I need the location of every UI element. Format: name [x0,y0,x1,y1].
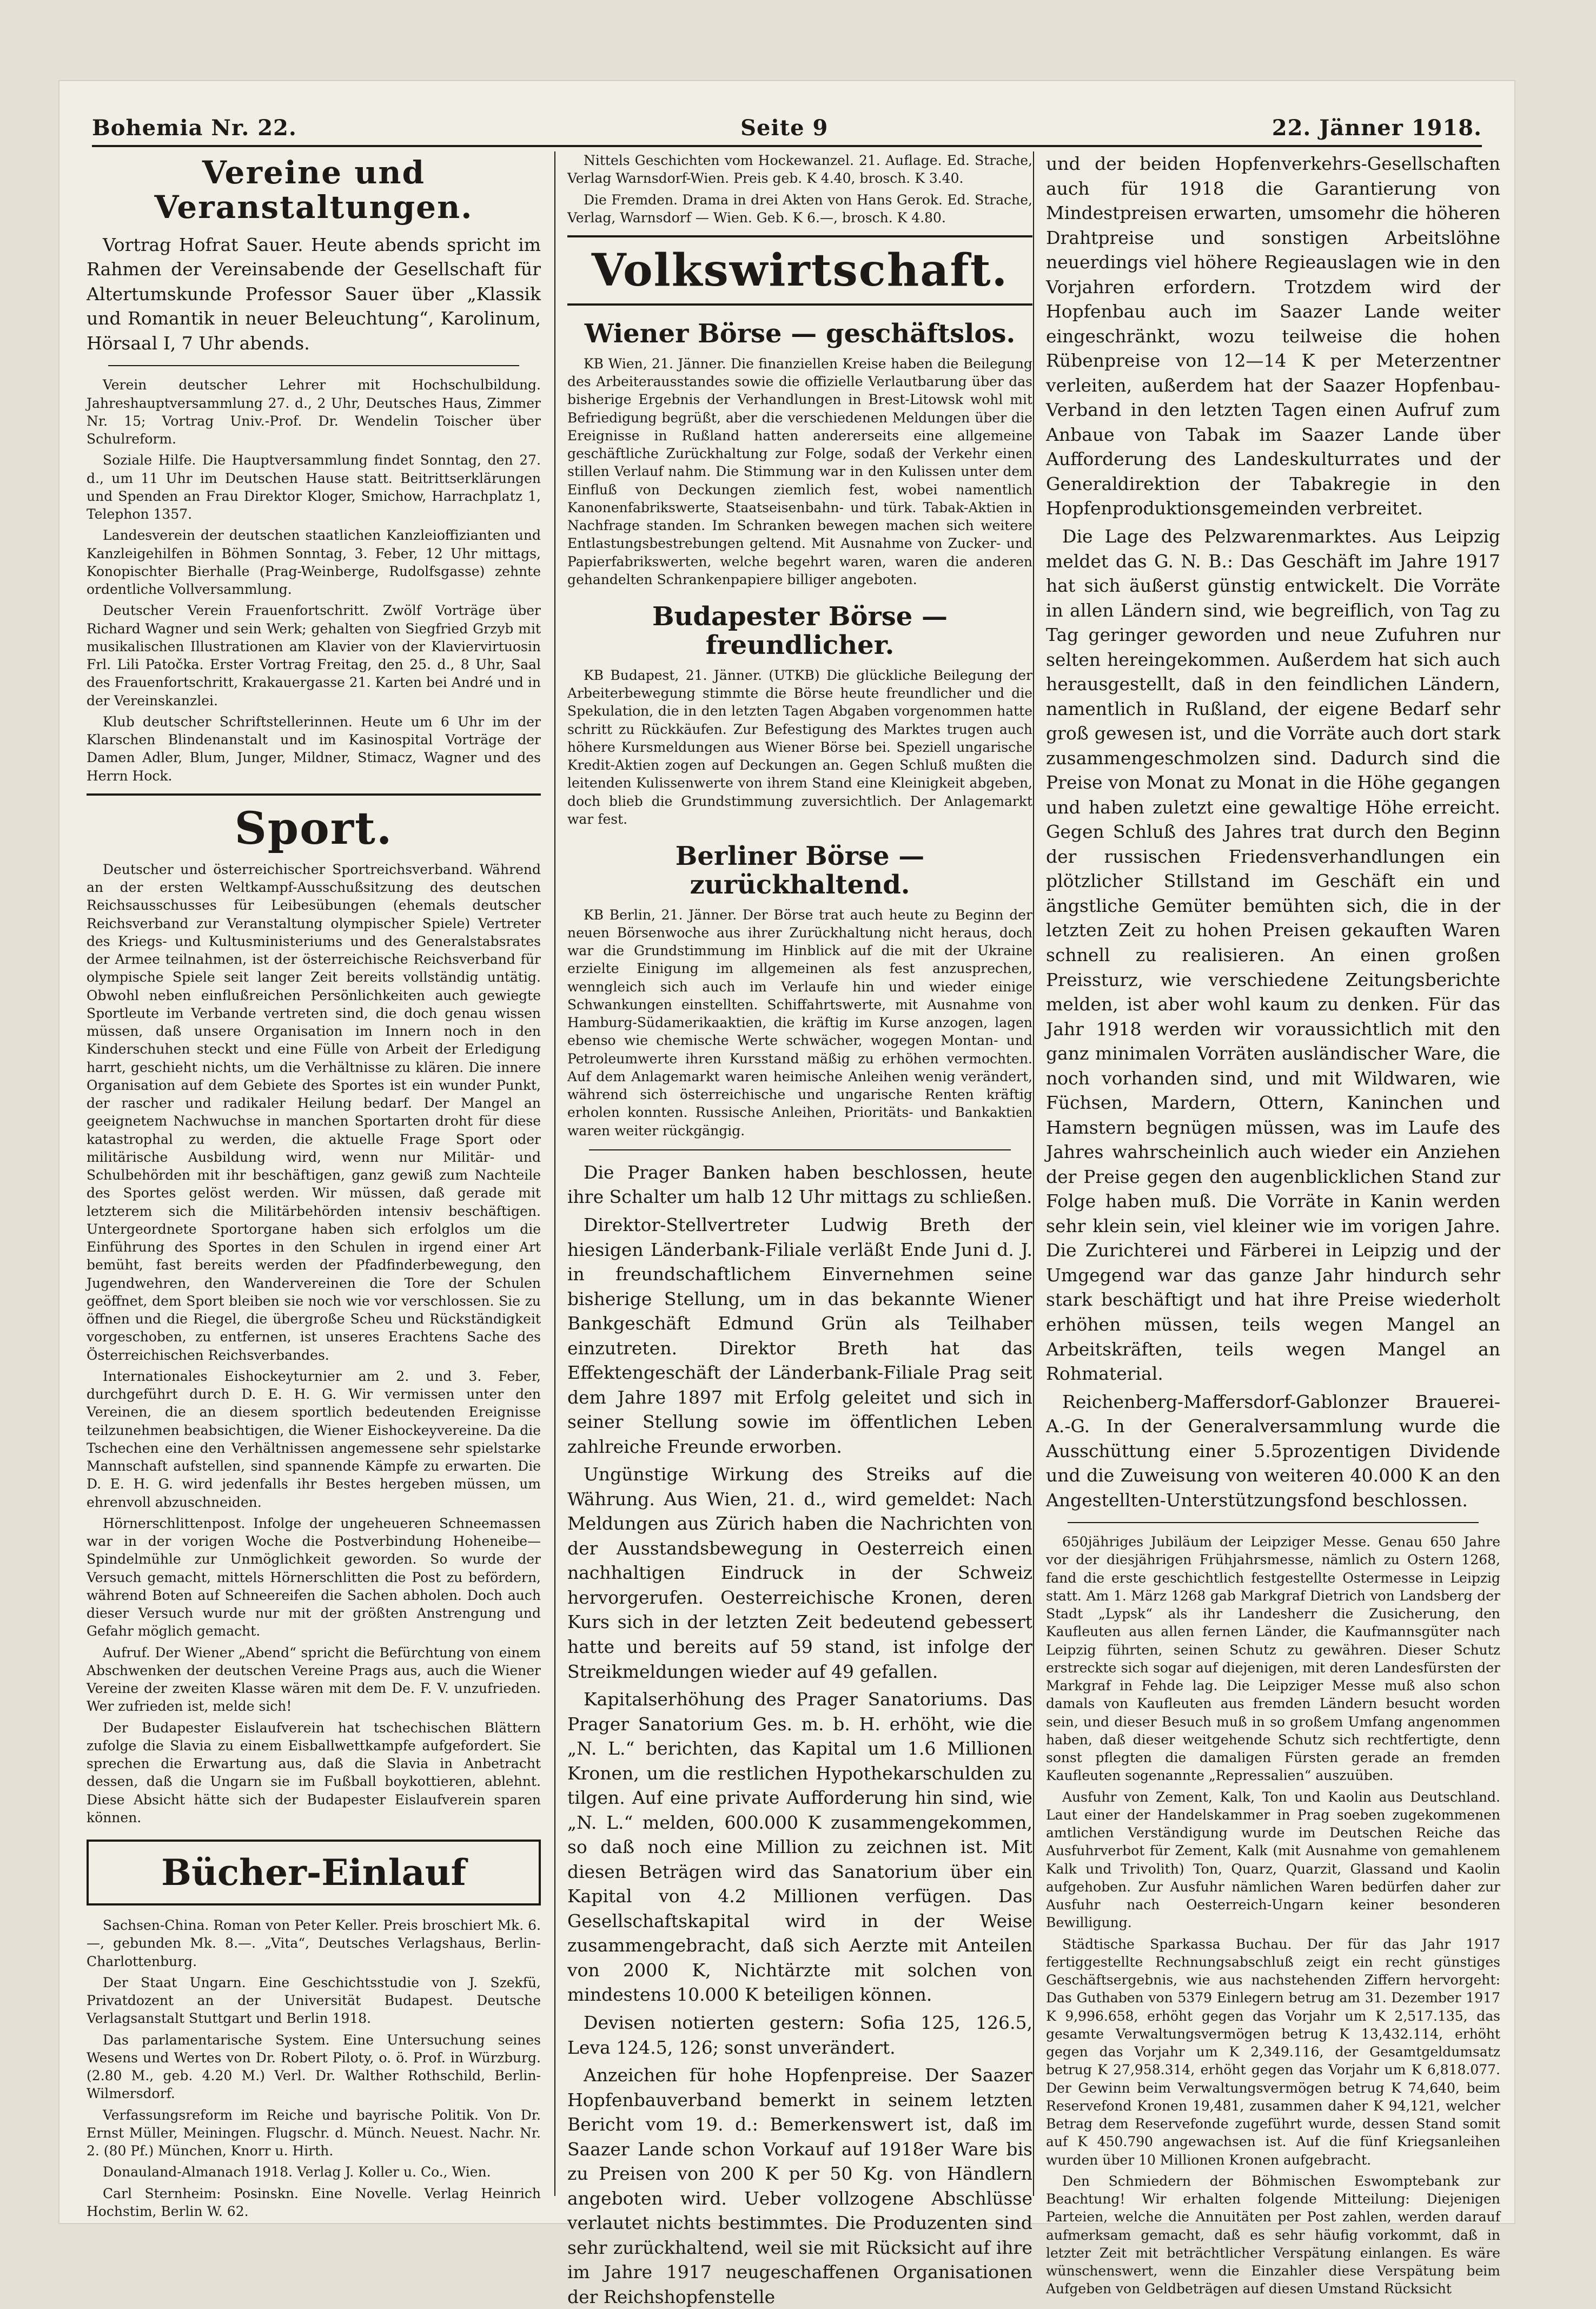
article-hopfen-continued: und der beiden Hopfenverkehrs-Gesellschaften auch für 1918 die Garantierung von Mindestpreisen erwarten, umsomehr die höheren Drahtpreise und sonstigen Arbeitslöhne neuerdings viel höhere Regieauslagen wie in den Vorjahren erfordern. Trotzdem wird der Hopfenbau auch im Saazer Lande weiter eingeschränkt, wozu teilweise die hohen Rübenpreise von 12—14 K per Meterzentner verleiten, außerdem hat der Saazer Hopfenbau-Verband in den letzten Tagen einen Aufruf zum Anbaue von Tabak im Saazer Lande über Aufforderung des Landeskulturrates und der Generaldirektion der Tabakregie in den Hopfenproduktionsgemeinden verbreitet. [1046,153,1500,519]
divider [589,1149,1011,1150]
article-wiener-boerse: KB Wien, 21. Jänner. Die finanziellen Kreise haben die Beilegung des Arbeiterausstandes sowie die offizielle Verlautbarung über das bisherige Ergebnis der Verhandlungen in Brest-Litowsk wohl mit Befriedigung begrüßt, aber die verschiedenen Meldungen über die Ereignisse in Rußland hatten andererseits eine allgemeine geschäftliche Zurückhaltung zur Folge, sodaß der Verkehr einen stillen Verlauf nahm. Die Stimmung war in den Kulissen unter dem Einfluß von Deckungen ziemlich fest, wobei namentlich Kanonenfabrikswerte, Staatseisenbahn- und türk. Tabak-Aktien in Nachfrage standen. Im Schranken bewegen machen sich weitere Entlastungsbestrebungen geltend. Mit Ausnahme von Zucker- und Papierfabrikswerten, welche begehrt waren, waren die anderen gehandelten Schrankenpapiere billiger angeboten. [567,355,1032,587]
article-devisen: Devisen notierten gestern: Sofia 125, 126.5, Leva 124.5, 126; sonst unverändert. [567,2012,1032,2058]
divider [1068,1522,1479,1523]
section-divider [87,793,541,796]
section-divider [567,235,1032,237]
article-sportreichsverband: Deutscher und österreichischer Sportreichsverband. Während an der ersten Weltkampf-Ausschußsitzung des deutschen Reichsausschusses für Leibesübungen (ehemals deutscher Reichsverband zur Veranstaltung olympischer Spiele) Vertreter des Kriegs- und Kultusministeriums und des Generalstabsrates der Armee teilnahmen, ist der österreichische Reichsverband für olympische Spiele seit langer Zeit bereits vollständig untätig. Obwohl neben einflußreichen Persönlichkeiten auch gewiegte Sportleute im Verbande vertreten sind, die doch genau wissen müssen, daß unsere Organisation im Innern noch in den Kinderschuhen steckt und eine Fülle von Arbeit der Erledigung harrt, geschieht nichts, um die Verhältnisse zu klären. Die innere Organisation auf dem Gebiete des Sportes ist ein wunder Punkt, der rascher und radikaler Heilung bedarf. Der Mangel an geeignetem Nachwuchse in manchen Sportarten droht für diese katastrophal zu werden, die aktuelle Frage Sport oder militärische Ausbildung wird, wenn nur Militär- und Schulbehörden mit ihr beschäftigen, ganz gewiß zum Nachteile des Sportes gelöst werden. Wir müssen, daß gerade mit letzterem sich die Militärbehörden intensiv beschäftigen. Untergeordnete Sportorgane haben sich erfolglos um die Einführung des Sportes in den Schulen in irgend einer Art bemüht, fast bereits werden der Pfadfinderbewegung, den Jugendwehren, den Wandervereinen die Tore der Schulen geöffnet, dem Sport bleiben sie noch wie vor verschlossen. Sie zu öffnen und die Riegel, die übergroße Scheu und Rückständigkeit vorgeschoben, zu entfernen, ist unseres Erachtens Sache des Österreichischen Reichsverbandes. [87,861,541,1363]
running-head [92,103,1482,147]
section-title-sport: Sport. [234,802,393,855]
notice-lehrer: Verein deutscher Lehrer mit Hochschulbildung. Jahreshauptversammlung 27. d., 2 Uhr, Deutsches Haus, Zimmer Nr. 15; Vortrag Univ.-Prof. Dr. Wendelin Toischer über Schulreform. [87,377,541,447]
column-middle [554,151,1032,2307]
header-left: Bohemia Nr. 22. [92,115,297,141]
header-date: 22. Jänner 1918. [1271,115,1482,141]
article-aufruf: Aufruf. Der Wiener „Abend“ spricht die Befürchtung von einem Abschwenken der deutschen Vereine Prags aus, auch die Wiener Vereine der zweiten Klasse wären mit dem De. F. V. unzufrieden. Wer zufrieden ist, melde sich! [87,1644,541,1715]
book-parlamentarische-system: Das parlamentarische System. Eine Untersuchung seines Wesens und Wertes von Dr. Robert Piloty, o. ö. Prof. in Würzburg. (2.80 M., geb. 4.20 M.) Verl. Dr. Walther Rothschild, Berlin-Wilmersdorf. [87,2032,541,2102]
book-donauland-almanach: Donauland-Almanach 1918. Verlag J. Koller u. Co., Wien. [103,2164,491,2180]
article-sparkassa-buchau: Städtische Sparkassa Buchau. Der für das Jahr 1917 fertiggestellte Rechnungsabschluß zeigt ein recht günstiges Geschäftsergebnis, wie aus nachstehenden Ziffern hervorgeht: Das Guthaben von 5379 Einlegern betrug am 31. Dezember 1917 K 9,996.658, erhöht gegen das Vorjahr um K 2,517.135, das gesamte Verwaltungsvermögen betrug K 13,432.114, erhöht gegen das Vorjahr um K 2,349.116, der Gesamtgeldumsatz betrug K 27,958.314, erhöht gegen das Vorjahr um K 6,818.077. Der Gewinn beim Verwaltungsvermögen betrug K 74,640, beim Reservefond Kronen 19,481, zusammen daher K 94,121, welcher Betrag dem Reservefonde zugeführt wurde, dessen Stand somit auf K 450.790 angewachsen ist. Auf die fünf Kriegsanleihen wurden über 10 Millionen Kronen aufgebracht. [1046,1936,1500,2168]
article-hopfenpreise: Anzeichen für hohe Hopfenpreise. Der Saazer Hopfenbauverband bemerkt in seinem letzten Bericht vom 19. d.: Bemerkenswert ist, daß im Saazer Lande schon Vorkauf auf 1918er Ware bis zu Preisen von 200 K per 50 Kg. von Händlern angeboten wird. Ueber vollzogene Abschlüsse verlautet nichts bestimmtes. Die Produzenten sind sehr zurückhaltend, weil sie mit Rücksicht auf ihre im Jahre 1917 neugeschaffenen Organisationen der Reichshopfenstelle [567,2065,1032,2307]
book-verfassungsreform: Verfassungsreform im Reiche und bayrische Politik. Von Dr. Ernst Müller, Meiningen. Flugschr. d. Münch. Neuest. Nachr. Nr. 2. (80 Pf.) München, Knorr u. Hirth. [87,2107,541,2159]
section-title-buecher-einlauf: Bücher-Einlauf [87,1840,541,1906]
section-divider [567,303,1032,306]
section-title-volkswirtschaft: Volkswirtschaft. [591,244,1009,296]
article-eislaufverein: Der Budapester Eislaufverein hat tschechischen Blättern zufolge die Slavia zu einem Eisballwettkampfe aufgefordert. Sie sprechen die Erwartung aus, daß die Slavia in Anbetracht dessen, daß die Ungarn sie im Fußball boykottieren, ablehnt. Diese Absicht hätte sich der Budapester Eislaufverein sparen können. [87,1719,541,1825]
article-ausfuhr-zement: Ausfuhr von Zement, Kalk, Ton und Kaolin aus Deutschland. Laut einer der Handelskammer in Prag soeben zugekommenen amtlichen Verständigung wurde im Deutschen Reiche das Ausfuhrverbot für Zement, Kalk (mit Ausnahme von gemahlenem Kalk und Trivolith) Ton, Quarz, Quarzit, Glassand und Kaolin aufgehoben. Zur Ausfuhr nämlichen Waren bedürfen daher zur Ausfuhr nach Oesterreich-Ungarn keiner besonderen Bewilligung. [1046,1789,1500,1931]
divider [108,365,519,366]
article-leipziger-messe: 650jähriges Jubiläum der Leipziger Messe. Genau 650 Jahre vor der diesjährigen Frühjahrsmesse, nämlich zu Ostern 1268, fand die erste geschichtlich festgestellte Ostermesse in Leipzig statt. Am 1. März 1268 gab Markgraf Dietrich von Landsberg der Stadt „Lypsk“ als ihr Landesherr die Zusicherung, den Kaufleuten aus allen fernen Länder, die Kaufmannsgüter nach Leipzig führten, seinen Schutz zu gewähren. Dieser Schutz erstreckte sich sogar auf diejenigen, mit deren Landesfürsten der Markgraf in Fehde lag. Die Leipziger Messe muß also schon damals von Kaufleuten aus fremden Ländern besucht worden sein, und dieser Besuch muß in so großem Umfang angenommen haben, daß dieser weitgehende Schutz sich rechtfertigte, denn sonst pflegten die damaligen Fürsten gerade an fremden Kaufleuten sogenannte „Repressalien“ auszuüben. [1046,1534,1500,1784]
article-prager-banken: Die Prager Banken haben beschlossen, heute ihre Schalter um halb 12 Uhr mittags zu schließen. [567,1161,1032,1208]
article-vortrag-sauer: Vortrag Hofrat Sauer. Heute abends spricht im Rahmen der Vereinsabende der Gesellschaft für Altertumskunde Professor Sauer über „Klassik und Romantik in neuer Beleuchtung“, Karolinum, Hörsaal I, 7 Uhr abends. [87,234,541,354]
headline-wiener-boerse: Wiener Börse — geschäftslos. [584,319,1016,349]
article-brauerei-gablonz: Reichenberg-Maffersdorf-Gablonzer Brauerei-A.-G. In der Generalversammlung wurde die Ausschüttung einer 5.5prozentigen Dividende und die Zuweisung von weiteren 40.000 K an den Angestellten-Unterstützungsfond beschlossen. [1046,1391,1500,1511]
book-sternheim: Carl Sternheim: Posinskn. Eine Novelle. Verlag Heinrich Hochstim, Berlin W. 62. [87,2185,541,2219]
article-prager-sanatorium: Kapitalserhöhung des Prager Sanatoriums. Das Prager Sanatorium Ges. m. b. H. erhöht, wie die „N. L.“ berichten, das Kapital um 1.6 Millionen Kronen, um die restlichen Hypothekarschulden zu tilgen. Auf eine private Aufforderung hin sind, wie „N. L.“ melden, 600.000 K zusammengekommen, so daß noch eine Million zu zeichnen ist. Mit diesen Beträgen wird das Sanatorium über ein Kapital von 4.2 Millionen verfügen. Das Gesellschaftskapital wird in der Weise zusammengebracht, daß sich Aerzte mit Anteilen von 2000 K, Nichtärzte mit solchen von mindestens 10.000 K beteiligen können. [567,1689,1032,2006]
article-budapester-boerse: KB Budapest, 21. Jänner. (UTKB) Die glückliche Beilegung der Arbeiterbewegung stimmte die Börse heute freundlicher und die Spekulation, die in den letzten Tagen Abgaben vorgenommen hatte schritt zu Rückkäufen. Zur Befestigung des Marktes trugen auch höhere Kursmeldungen aus Wiener Börse bei. Speziell ungarische Kredit-Aktien zogen auf Deckungen an. Gegen Schluß mußten die leitenden Kulissenwerte von ihrem Stand eine Kleinigkeit abgeben, doch blieb die Grundstimmung zuversichtlich. Der Anlagemarkt war fest. [567,667,1032,827]
section-title-vereine: Vereine und Veranstaltungen. [154,154,473,226]
headline-budapester-boerse: Budapester Börse — freundlicher. [652,601,948,661]
article-ludwig-breth: Direktor-Stellvertreter Ludwig Breth der hiesigen Länderbank-Filiale verläßt Ende Juni d. J. in freundschaftlichem Einvernehmen seine bisherige Stellung, um in das bekannte Wiener Bankgeschäft Edmund Grün als Teilhaber einzutreten. Direktor Breth hat das Effektengeschäft der Länderbank-Filiale Prag seit dem Jahre 1897 mit Erfolg geleitet und sich in seiner Stellung sowie im öffentlichen Leben zahlreiche Freunde erworben. [567,1214,1032,1457]
book-die-fremden: Die Fremden. Drama in drei Akten von Hans Gerok. Ed. Strache, Verlag, Warnsdorf — Wien. Geb. K 6.—, brosch. K 4.80. [567,191,1032,226]
article-hoernerschlittenpost: Hörnerschlittenpost. Infolge der ungeheueren Schneemassen war in der vorigen Woche die Postverbindung Hoheneibe—Spindelmühle zur Unmöglichkeit geworden. So wurde der Versuch gemacht, mittels Hörnerschlitten die Post zu befördern, während Boten auf Schneereifen die Sachen abholen. Doch auch dieser Versuch wurde nur mit der größten Anstrengung und Gefahr möglich gemacht. [87,1515,541,1639]
newspaper-page [59,81,1514,2307]
article-eskomptebank: Den Schmiedern der Böhmischen Eswomptebank zur Beachtung! Wir erhalten folgende Mitteilung: Diejenigen Parteien, welche die Annuitäten per Post zahlen, werden darauf aufmerksam gemacht, daß es sehr häufig vorkommt, daß in letzter Zeit mit beträchtlicher Verspätung einlangen. Es wäre wünschenswert, wenn die Einzahler diese Verspätung beim Aufgeben von Geldbeträgen auf diesen Umstand Rücksicht [1046,2173,1500,2297]
article-berliner-boerse: KB Berlin, 21. Jänner. Der Börse trat auch heute zu Beginn der neuen Börsenwoche aus ihrer Zurückhaltung nicht heraus, doch war die Grundstimmung im Hinblick auf die mit der Ukraine erzielte Einigung im allgemeinen als fest anzusprechen, wenngleich sich auch im Verlaufe hin und wieder einige Schwankungen einstellten. Schiffahrtswerte, mit Ausnahme von Hamburg-Südamerikaaktien, die kräftig im Kurse anzogen, lagen ebenso wie chemische Werte schwächer, wogegen Montan- und Petroleumwerte ihren Kursstand mäßig zu erhöhen vermochten. Auf dem Anlagemarkt waren heimische Anleihen wenig verändert, während sich österreichische und ungarische Renten kräftig erholen konnten. Russische Anleihen, Prioritäts- und Bankaktien waren weiter rückgängig. [567,907,1032,1139]
notice-schriftstellerinnen: Klub deutscher Schriftstellerinnen. Heute um 6 Uhr im der Klarschen Blindenanstalt und im Kasinospital Vorträge der Damen Adler, Blum, Junger, Mildner, Stimacz, Wagner und des Herrn Hock. [87,713,541,784]
article-eishockeyturnier: Internationales Eishockeyturnier am 2. und 3. Feber, durchgeführt durch D. E. H. G. Wir vermissen unter den Vereinen, die an diesem sportlich bedeutenden Ereignisse teilzunehmen beabsichtigen, die Wiener Eishockeyvereine. Da die Tschechen eine den Verhältnissen angemessene sehr spielstarke Mannschaft aufstellen, sind spannende Kämpfe zu erwarten. Die D. E. H. G. wird jedenfalls ihr Bestes hergeben müssen, um ehrenvoll abzuschneiden. [87,1368,541,1510]
column-right [1033,151,1500,2297]
book-sachsen-china: Sachsen-China. Roman von Peter Keller. Preis broschiert Mk. 6.—, gebunden Mk. 8.—. „Vita“, Deutsches Verlagshaus, Berlin-Charlottenburg. [87,1917,541,1969]
notice-frauenfortschritt: Deutscher Verein Frauenfortschritt. Zwölf Vorträge über Richard Wagner und sein Werk; gehalten von Siegfried Grzyb mit musikalischen Illustrationen am Klavier von der Klaviervirtuosin Frl. Lili Patočka. Erster Vortrag Freitag, den 25. d., 8 Uhr, Saal des Frauenfortschritt, Krakauergasse 21. Karten bei André und in der Vereinskanzlei. [87,603,541,709]
book-staat-ungarn: Der Staat Ungarn. Eine Geschichtsstudie von J. Szekfü, Privatdozent an der Universität Budapest. Deutsche Verlagsanstalt Stuttgart und Berlin 1918. [87,1974,541,2027]
notice-soziale-hilfe: Soziale Hilfe. Die Hauptversammlung findet Sonntag, den 27. d., um 11 Uhr im Deutschen Hause statt. Beitrittserklärungen und Spenden an Frau Direktor Kloger, Smichow, Harrachplatz 1, Telephon 1357. [87,452,541,522]
header-page-number: Seite 9 [740,115,829,141]
notice-landesverein: Landesverein der deutschen staatlichen Kanzleioffizianten und Kanzleigehilfen in Böhmen Sonntag, 3. Feber, 12 Uhr mittags, Konopischter Bierhalle (Prag-Weinberge, Rudolfsgasse) zehnte ordentliche Vollversammlung. [87,527,541,597]
book-hockewanzel: Nittels Geschichten vom Hockewanzel. 21. Auflage. Ed. Strache, Verlag Warnsdorf-Wien. Preis geb. K 4.40, brosch. K 3.40. [567,153,1032,187]
article-pelzwarenmarkt: Die Lage des Pelzwarenmarktes. Aus Leipzig meldet das G. N. B.: Das Geschäft im Jahre 1917 hat sich äußerst günstig entwickelt. Die Vorräte in allen Ländern sind, wie begreiflich, von Tag zu Tag geringer geworden und neue Zufuhren nur selten hereingekommen. Außerdem hat sich auch herausgestellt, daß in den feindlichen Ländern, namentlich in Rußland, der eigene Bedarf sehr groß gewesen ist, und die Vorräte auch dort stark zusammengeschmolzen sind. Dadurch sind die Preise von Monat zu Monat in die Höhe gegangen und haben zuletzt eine gewaltige Höhe erreicht. Gegen Schluß des Jahres trat durch den Beginn der russischen Friedensverhandlungen ein plötzlicher Stillstand im Geschäft ein und ängstliche Gemüter bemühten sich, die in der letzten Zeit zu hohen Preisen gekauften Waren schnell zu realisieren. An einen großen Preissturz, wie verschiedene Zeitungsberichte melden, ist aber wohl kaum zu denken. Für das Jahr 1918 werden wir voraussichtlich mit den ganz minimalen Vorräten ausländischer Ware, die noch vorhanden sind, und mit Wildwaren, wie Füchsen, Mardern, Ottern, Kaninchen und Hamstern begnügen müssen, was im Laufe des Jahres wahrscheinlich auch wieder ein Anziehen der Preise gegen den augenblicklichen Stand zur Folge haben muß. Die Vorräte in Kanin werden sehr klein sein, viel kleiner wie im vorigen Jahre. Die Zurichterei und Färberei in Leipzig und der Umgegend war das ganze Jahr hindurch sehr stark beschäftigt und hat ihre Preise wiederholt erhöhen müssen, teils wegen Mangel an Arbeitskräften, teils wegen Mangel an Rohmaterial. [1046,525,1500,1385]
headline-berliner-boerse: Berliner Börse — zurückhaltend. [675,841,925,900]
column-left [87,151,541,2219]
article-streik-waehrung: Ungünstige Wirkung des Streiks auf die Währung. Aus Wien, 21. d., wird gemeldet: Nach Meldungen aus Zürich haben die Nachrichten von der Ausstandsbewegung in Oesterreich einen nachhaltigen Eindruck in der Schweiz hervorgerufen. Oesterreichische Kronen, deren Kurs sich in der letzten Zeit bedeutend gebessert hatte und bereits auf 59 stand, ist infolge der Streikmeldungen wieder auf 49 gefallen. [567,1464,1032,1682]
